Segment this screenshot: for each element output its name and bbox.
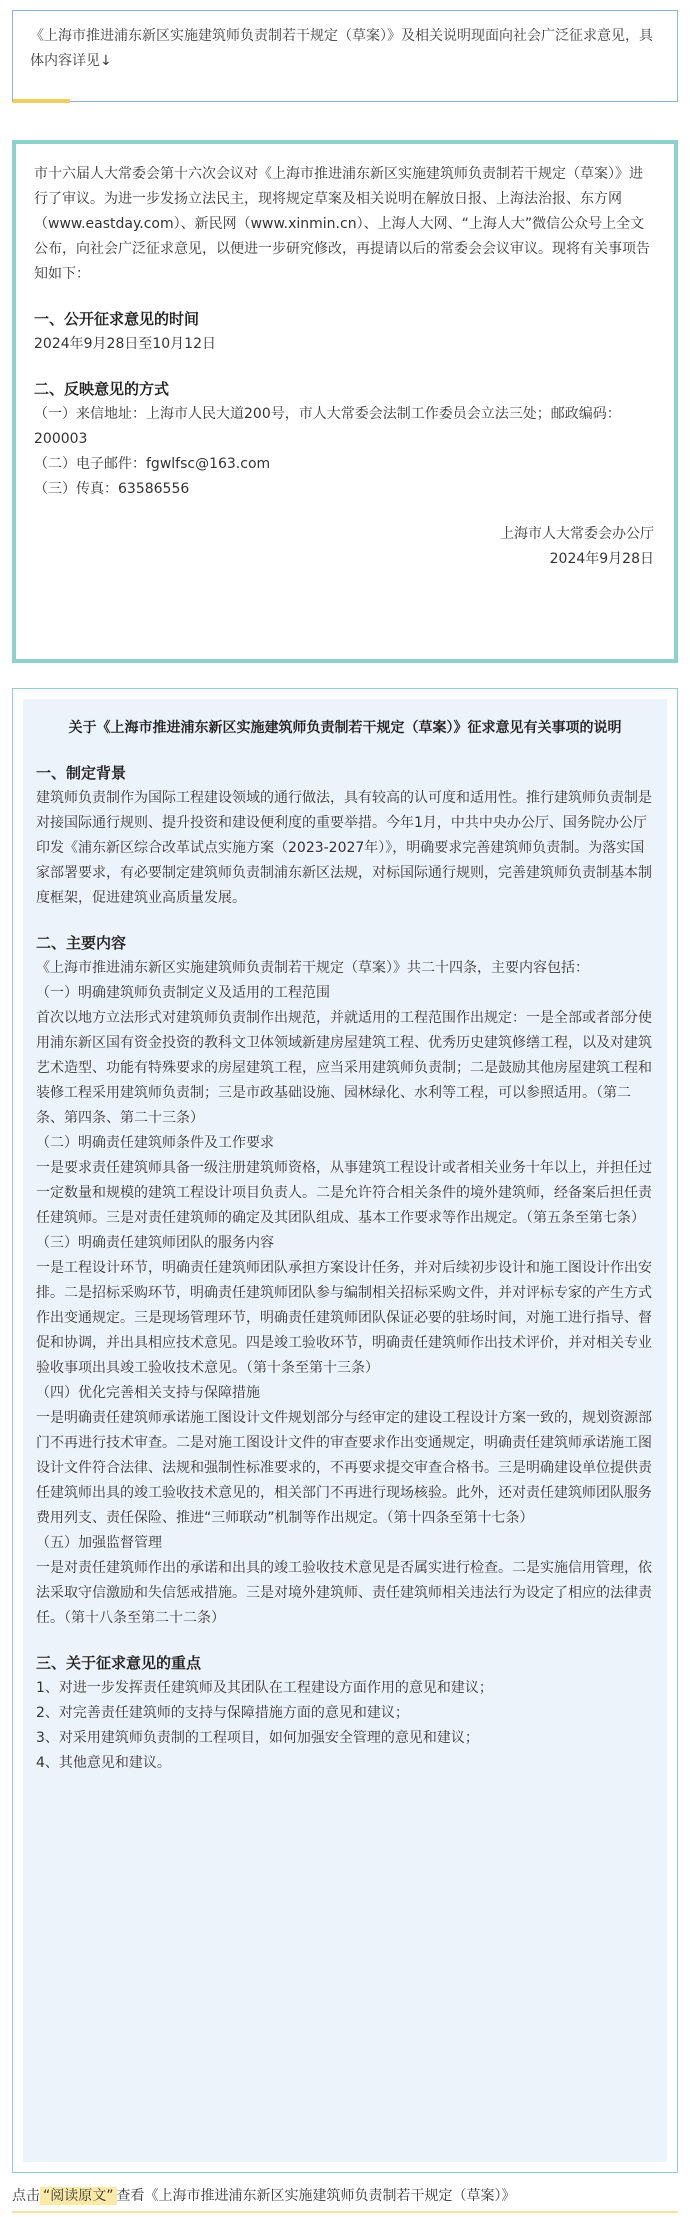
section-title: 一、制定背景 xyxy=(36,764,127,782)
footer-divider xyxy=(12,2211,678,2213)
footer-prefix: 点击 xyxy=(12,2188,40,2204)
subsection-body: 一是工程设计环节，明确责任建筑师团队承担方案设计任务，并对后续初步设计和施工图设计作出安排。二是招标采购环节，明确责任建筑师团队参与编制相关招标采购文件，并对评标专家的产生方式作出变通规定。三是现场管理环节，明确责任建筑师团队保证必要的驻场时间，对施工进行指导、督促和协调，并出具相应技术意见。四是竣工验收环节，明确责任建筑师作出技术评价，并对相关专业验收事项出具竣工验收技术意见。（第十条至第十三条） xyxy=(36,1260,652,1376)
list-item: 3、对采用建筑师负责制的工程项目，如何加强安全管理的意见和建议； xyxy=(36,1730,479,1746)
subsection-body: 首次以地方立法形式对建筑师负责制作出规范，并就适用的工程范围作出规定：一是全部或者部分使用浦东新区国有资金投资的教科文卫体领域新建房屋建筑工程、优秀历史建筑修缮工程，以及对建筑艺术造型、功能有特殊要求的房屋建筑工程，应当采用建筑师负责制；二是鼓励其他房屋建筑工程和装修工程采用建筑师负责制；三是市政基础设施、园林绿化、水利等工程，可以参照适用。（第二条、第四条、第二十三条） xyxy=(36,1010,652,1126)
section-intro: 《上海市推进浦东新区实施建筑师负责制若干规定（草案）》共二十四条，主要内容包括： xyxy=(36,960,589,976)
notice-email: （二）电子邮件：fgwlfsc@163.com xyxy=(34,456,271,472)
spacer xyxy=(36,911,654,931)
subsection-body: 一是对责任建筑师作出的承诺和出具的竣工验收技术意见是否属实进行检查。二是实施信用管理，依法采取守信激励和失信惩戒措施。三是对境外建筑师、责任建筑师相关违法行为设定了相应的法律责任。（第十八条至第二十二条） xyxy=(36,1560,652,1626)
intro-box xyxy=(12,10,678,102)
subsection-title: （三）明确责任建筑师团队的服务内容 xyxy=(36,1235,274,1251)
footer xyxy=(12,2184,678,2209)
spacer xyxy=(34,502,654,522)
subsection-title: （二）明确责任建筑师条件及工作要求 xyxy=(36,1135,274,1151)
notice-body: 市十六届人大常委会第十六次会议对《上海市推进浦东新区实施建筑师负责制若干规定（草案）》进行了审议。为进一步发扬立法民主，现将规定草案及相关说明在解放日报、上海法治报、东方网（www.eastday.com）、新民网（www.xinmin.cn）、上海人大网、“上海人大”微信公众号上全文公布，向社会广泛征求意见，以便进一步研究修改，再提请以后的常委会会议审议。现将有关事项告知如下： xyxy=(34,166,650,282)
notice-box xyxy=(12,140,678,663)
notice-section-title: 一、公开征求意见的时间 xyxy=(34,310,200,328)
subsection-body: 一是明确责任建筑师承诺施工图设计文件规划部分与经审定的建设工程设计方案一致的，规划资源部门不再进行技术审查。二是对施工图设计文件的审查要求作出变通规定，明确责任建筑师承诺施工图设计文件符合法律、法规和强制性标准要求的，不再要求提交审查合格书。三是明确建设单位提供责任建筑师出具的竣工验收技术意见的，相关部门不再进行现场核验。此外，还对责任建筑师团队服务费用列支、责任保险、推进“三师联动”机制等作出规定。（第十四条至第十七条） xyxy=(36,1410,652,1526)
notice-fax: （三）传真：63586556 xyxy=(34,481,190,497)
section-body: 建筑师负责制作为国际工程建设领域的通行做法，具有较高的认可度和适用性。推行建筑师负责制是对接国际通行规则、提升投资和建设便利度的重要举措。今年1月，中共中央办公厅、国务院办公厅印发《浦东新区综合改革试点实施方案（2023-2027年）》，明确要求完善建筑师负责制。为落实国家部署要求，有必要制定建筑师负责制浦东新区法规，对标国际通行规则，完善建筑师负责制基本制度框架，促进建筑业高质量发展。 xyxy=(36,790,652,906)
subsection-body: 一是要求责任建筑师具备一级注册建筑师资格，从事建筑工程设计或者相关业务十年以上，并担任过一定数量和规模的建筑工程设计项目负责人。二是允许符合相关条件的境外建筑师，经备案后担任责任建筑师。三是对责任建筑师的确定及其团队组成、基本工作要求等作出规定。（第五条至第七条） xyxy=(36,1160,652,1226)
read-original-link[interactable]: “阅读原文” xyxy=(40,2187,117,2205)
notice-section-body: 2024年9月28日至10月12日 xyxy=(34,336,216,352)
subsection-title: （四）优化完善相关支持与保障措施 xyxy=(36,1385,260,1401)
notice-signature: 上海市人大常委会办公厅 xyxy=(500,526,654,542)
explanation-box xyxy=(12,688,678,2173)
section-title: 二、主要内容 xyxy=(36,934,127,952)
list-item: 4、其他意见和建议。 xyxy=(36,1755,171,1771)
list-item: 1、对进一步发挥责任建筑师及其团队在工程建设方面作用的意见和建议； xyxy=(36,1680,493,1696)
explanation-content xyxy=(23,699,667,2162)
notice-section-title: 二、反映意见的方式 xyxy=(34,380,170,398)
intro-accent-bar xyxy=(13,99,70,103)
list-item: 2、对完善责任建筑师的支持与保障措施方面的意见和建议； xyxy=(36,1705,409,1721)
notice-address: （一）来信地址：上海市人民大道200号，市人大常委会法制工作委员会立法三处；邮政编码：200003 xyxy=(34,406,621,447)
notice-date: 2024年9月28日 xyxy=(549,551,654,567)
spacer xyxy=(36,1631,654,1651)
spacer xyxy=(34,357,654,377)
subsection-title: （五）加强监督管理 xyxy=(36,1535,162,1551)
footer-suffix: 查看《上海市推进浦东新区实施建筑师负责制若干规定（草案）》 xyxy=(116,2188,516,2204)
spacer xyxy=(34,287,654,307)
section-title: 三、关于征求意见的重点 xyxy=(36,1654,202,1672)
explanation-title: 关于《上海市推进浦东新区实施建筑师负责制若干规定（草案）》征求意见有关事项的说明 xyxy=(68,720,622,736)
subsection-title: （一）明确建筑师负责制定义及适用的工程范围 xyxy=(36,985,330,1001)
intro-text: 《上海市推进浦东新区实施建筑师负责制若干规定（草案）》及相关说明现面向社会广泛征求意见，具体内容详见↓ xyxy=(30,28,653,69)
